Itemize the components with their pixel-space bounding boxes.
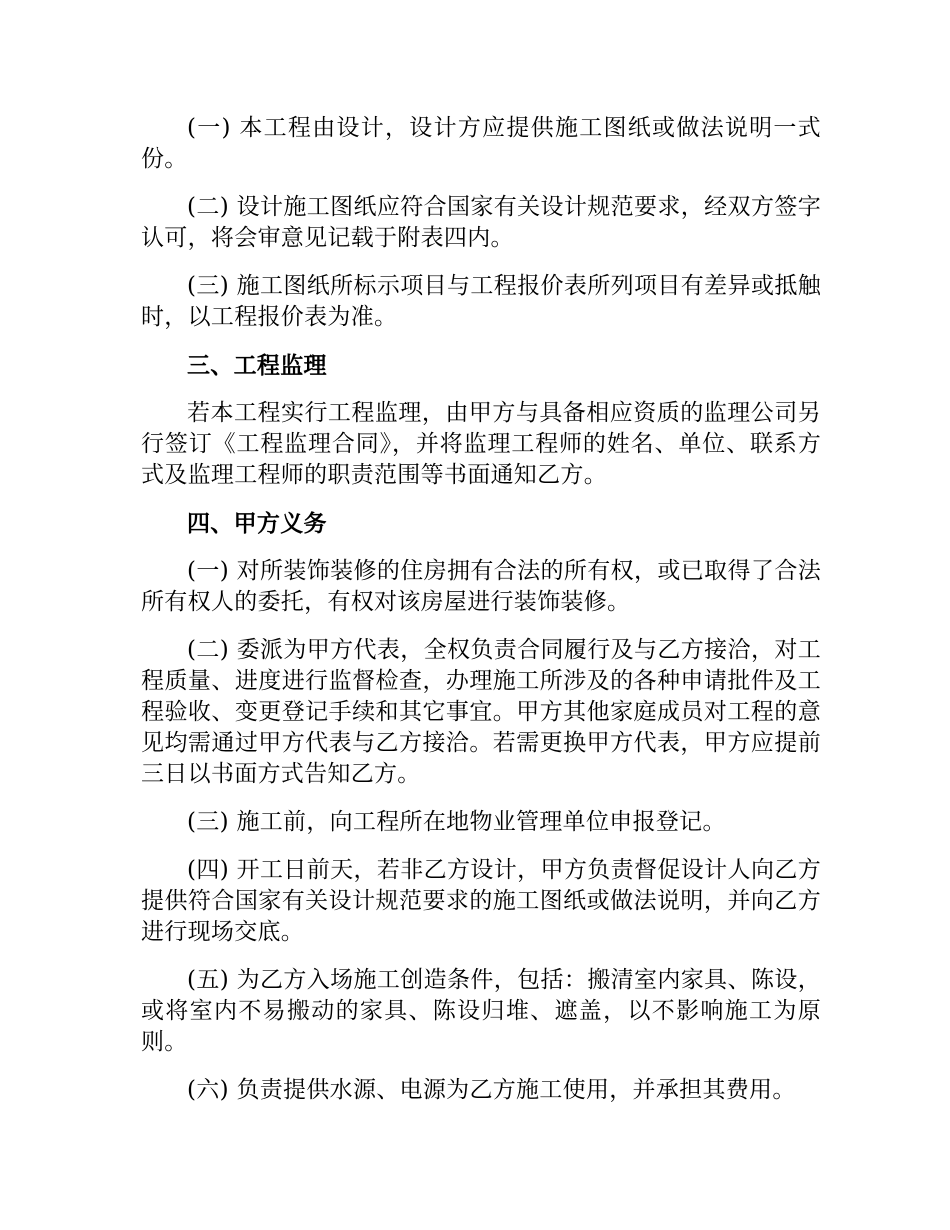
clause-design-standards: (二) 设计施工图纸应符合国家有关设计规范要求，经双方签字认可，将会审意见记载于附表四内。 bbox=[141, 194, 821, 251]
clause-ownership: (一) 对所装饰装修的住房拥有合法的所有权，或已取得了合法所有权人的委托，有权对该房屋进行装饰装修。 bbox=[141, 558, 821, 615]
section-heading-party-a-duties: 四、甲方义务 bbox=[187, 510, 327, 537]
clause-utilities: (六) 负责提供水源、电源为乙方施工使用，并承担其费用。 bbox=[187, 1077, 796, 1103]
clause-site-preparation: (五) 为乙方入场施工创造条件，包括：搬清室内家具、陈设，或将室内不易搬动的家具、陈设归堆、遮盖，以不影响施工为原则。 bbox=[141, 967, 821, 1055]
clause-supervision-contract: 若本工程实行工程监理，由甲方与具备相应资质的监理公司另行签订《工程监理合同》，并将监理工程师的姓名、单位、联系方式及监理工程师的职责范围等书面通知乙方。 bbox=[141, 400, 821, 488]
clause-registration: (三) 施工前，向工程所在地物业管理单位申报登记。 bbox=[187, 809, 726, 835]
clause-design-drawings: (一) 本工程由设计，设计方应提供施工图纸或做法说明一式份。 bbox=[141, 115, 821, 172]
section-heading-supervision: 三、工程监理 bbox=[187, 352, 327, 379]
clause-representative: (二) 委派为甲方代表，全权负责合同履行及与乙方接洽，对工程质量、进度进行监督检查，办理施工所涉及的各种申请批件及工程验收、变更登记手续和其它事宜。甲方其他家庭成员对工程的意见均需通过甲方代表与乙方接洽。若需更换甲方代表，甲方应提前三日以书面方式告知乙方。 bbox=[141, 637, 821, 787]
document-body bbox=[141, 113, 821, 1106]
clause-site-briefing: (四) 开工日前天，若非乙方设计，甲方负责督促设计人向乙方提供符合国家有关设计规范要求的施工图纸或做法说明，并向乙方进行现场交底。 bbox=[141, 857, 821, 945]
clause-drawing-discrepancy: (三) 施工图纸所标示项目与工程报价表所列项目有差异或抵触时，以工程报价表为准。 bbox=[141, 273, 821, 330]
